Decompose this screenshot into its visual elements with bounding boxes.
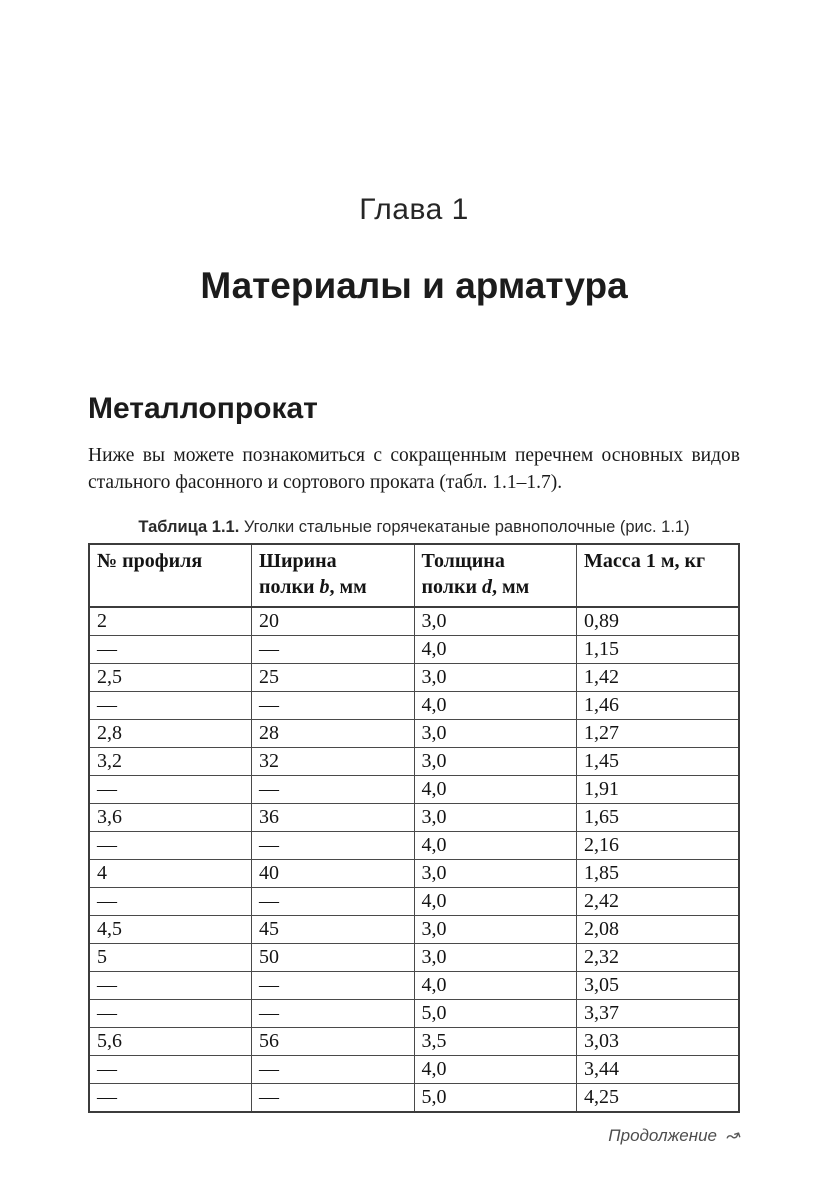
table-cell: 20 bbox=[252, 607, 415, 636]
column-header: Масса 1 м, кг bbox=[577, 544, 740, 607]
table-cell: 2,5 bbox=[89, 664, 252, 692]
chapter-label: Глава 1 bbox=[359, 193, 469, 226]
table-cell: 3,37 bbox=[577, 1000, 740, 1028]
column-header: Толщина полки d, мм bbox=[414, 544, 577, 607]
table-cell: 1,85 bbox=[577, 860, 740, 888]
table-cell: 3,5 bbox=[414, 1028, 577, 1056]
table-cell: — bbox=[89, 692, 252, 720]
table-cell: — bbox=[89, 1056, 252, 1084]
table-cell: 45 bbox=[252, 916, 415, 944]
table-cell: 28 bbox=[252, 720, 415, 748]
table-header-row bbox=[89, 544, 739, 607]
table-cell: 3,05 bbox=[577, 972, 740, 1000]
table-cell: 2,8 bbox=[89, 720, 252, 748]
table-cell: 4,0 bbox=[414, 972, 577, 1000]
table-cell: 3,0 bbox=[414, 916, 577, 944]
steel-angles-table bbox=[88, 543, 740, 1113]
table-row bbox=[89, 944, 739, 972]
table-cell: 1,45 bbox=[577, 748, 740, 776]
table-cell: 4,0 bbox=[414, 832, 577, 860]
table-cell: 1,65 bbox=[577, 804, 740, 832]
table-row bbox=[89, 1084, 739, 1113]
table-cell: 1,15 bbox=[577, 636, 740, 664]
section-title: Металлопрокат bbox=[88, 392, 318, 425]
table-row bbox=[89, 720, 739, 748]
table-cell: — bbox=[89, 776, 252, 804]
table-caption-text: Уголки стальные горячекатаные равнополочные (рис. 1.1) bbox=[243, 518, 690, 536]
table-caption bbox=[88, 518, 740, 537]
table-row bbox=[89, 1028, 739, 1056]
chapter-title: Материалы и арматура bbox=[200, 265, 628, 306]
table-cell: 4,0 bbox=[414, 636, 577, 664]
table-cell: — bbox=[252, 1084, 415, 1113]
table-row bbox=[89, 1000, 739, 1028]
table-cell: — bbox=[89, 1084, 252, 1113]
table-cell: 1,91 bbox=[577, 776, 740, 804]
table-cell: 4,0 bbox=[414, 888, 577, 916]
table-cell: — bbox=[89, 832, 252, 860]
table-cell: 4,25 bbox=[577, 1084, 740, 1113]
table-cell: 3,0 bbox=[414, 804, 577, 832]
continuation-label: Продолжение bbox=[608, 1126, 718, 1145]
table-cell: 4,0 bbox=[414, 692, 577, 720]
table-cell: 3,2 bbox=[89, 748, 252, 776]
table-cell: 3,0 bbox=[414, 664, 577, 692]
table-cell: 2,16 bbox=[577, 832, 740, 860]
table-cell: — bbox=[252, 832, 415, 860]
table-cell: 2,32 bbox=[577, 944, 740, 972]
table-cell: 2,42 bbox=[577, 888, 740, 916]
table-cell: — bbox=[252, 972, 415, 1000]
table-cell: — bbox=[252, 636, 415, 664]
table-cell: 3,0 bbox=[414, 860, 577, 888]
table-cell: — bbox=[252, 1056, 415, 1084]
intro-paragraph-line: стального фасонного и сортового проката (табл. 1.1–1.7). bbox=[88, 472, 563, 493]
table-cell: 4,5 bbox=[89, 916, 252, 944]
table-cell: 4,0 bbox=[414, 1056, 577, 1084]
table-cell: 2,08 bbox=[577, 916, 740, 944]
table-row bbox=[89, 1056, 739, 1084]
table-cell: — bbox=[89, 1000, 252, 1028]
table-row bbox=[89, 860, 739, 888]
table-cell: 3,0 bbox=[414, 607, 577, 636]
column-header: № профиля bbox=[89, 544, 252, 607]
table-cell: 3,44 bbox=[577, 1056, 740, 1084]
table-cell: 36 bbox=[252, 804, 415, 832]
table-cell: — bbox=[252, 1000, 415, 1028]
table-cell: 5,6 bbox=[89, 1028, 252, 1056]
intro-paragraph-line: Ниже вы можете познакомиться с сокращенным перечнем основных видов bbox=[88, 445, 740, 466]
table-cell: — bbox=[89, 888, 252, 916]
table-cell: 3,6 bbox=[89, 804, 252, 832]
table-cell: 3,0 bbox=[414, 748, 577, 776]
table-cell: 5 bbox=[89, 944, 252, 972]
table-cell: 5,0 bbox=[414, 1000, 577, 1028]
table-row bbox=[89, 804, 739, 832]
table-row bbox=[89, 748, 739, 776]
table-body bbox=[89, 607, 739, 1112]
table-row bbox=[89, 664, 739, 692]
table-cell: 50 bbox=[252, 944, 415, 972]
table-cell: 4 bbox=[89, 860, 252, 888]
table-caption-label: Таблица 1.1. bbox=[138, 518, 240, 536]
table-cell: 4,0 bbox=[414, 776, 577, 804]
table-row bbox=[89, 636, 739, 664]
table-cell: — bbox=[89, 636, 252, 664]
intro-paragraph bbox=[88, 442, 740, 496]
table-cell: — bbox=[89, 972, 252, 1000]
table-cell: 40 bbox=[252, 860, 415, 888]
table-cell: 1,42 bbox=[577, 664, 740, 692]
table-cell: 25 bbox=[252, 664, 415, 692]
table-cell: 3,0 bbox=[414, 720, 577, 748]
table-cell: — bbox=[252, 692, 415, 720]
column-header: Ширина полки b, мм bbox=[252, 544, 415, 607]
table-row bbox=[89, 776, 739, 804]
table-cell: — bbox=[252, 776, 415, 804]
continuation-arrow-icon: ↝ bbox=[723, 1124, 743, 1147]
table-cell: 1,27 bbox=[577, 720, 740, 748]
table-row bbox=[89, 692, 739, 720]
table-cell: 2 bbox=[89, 607, 252, 636]
table-header-row-container bbox=[89, 544, 739, 607]
table-row bbox=[89, 832, 739, 860]
table-cell: 32 bbox=[252, 748, 415, 776]
table-row bbox=[89, 607, 739, 636]
table-row bbox=[89, 972, 739, 1000]
continuation-note bbox=[88, 1124, 743, 1147]
table-cell: 0,89 bbox=[577, 607, 740, 636]
table-cell: 3,03 bbox=[577, 1028, 740, 1056]
table-cell: 3,0 bbox=[414, 944, 577, 972]
table-cell: 56 bbox=[252, 1028, 415, 1056]
table-cell: 5,0 bbox=[414, 1084, 577, 1113]
table-cell: — bbox=[252, 888, 415, 916]
table-row bbox=[89, 888, 739, 916]
table-row bbox=[89, 916, 739, 944]
table-cell: 1,46 bbox=[577, 692, 740, 720]
